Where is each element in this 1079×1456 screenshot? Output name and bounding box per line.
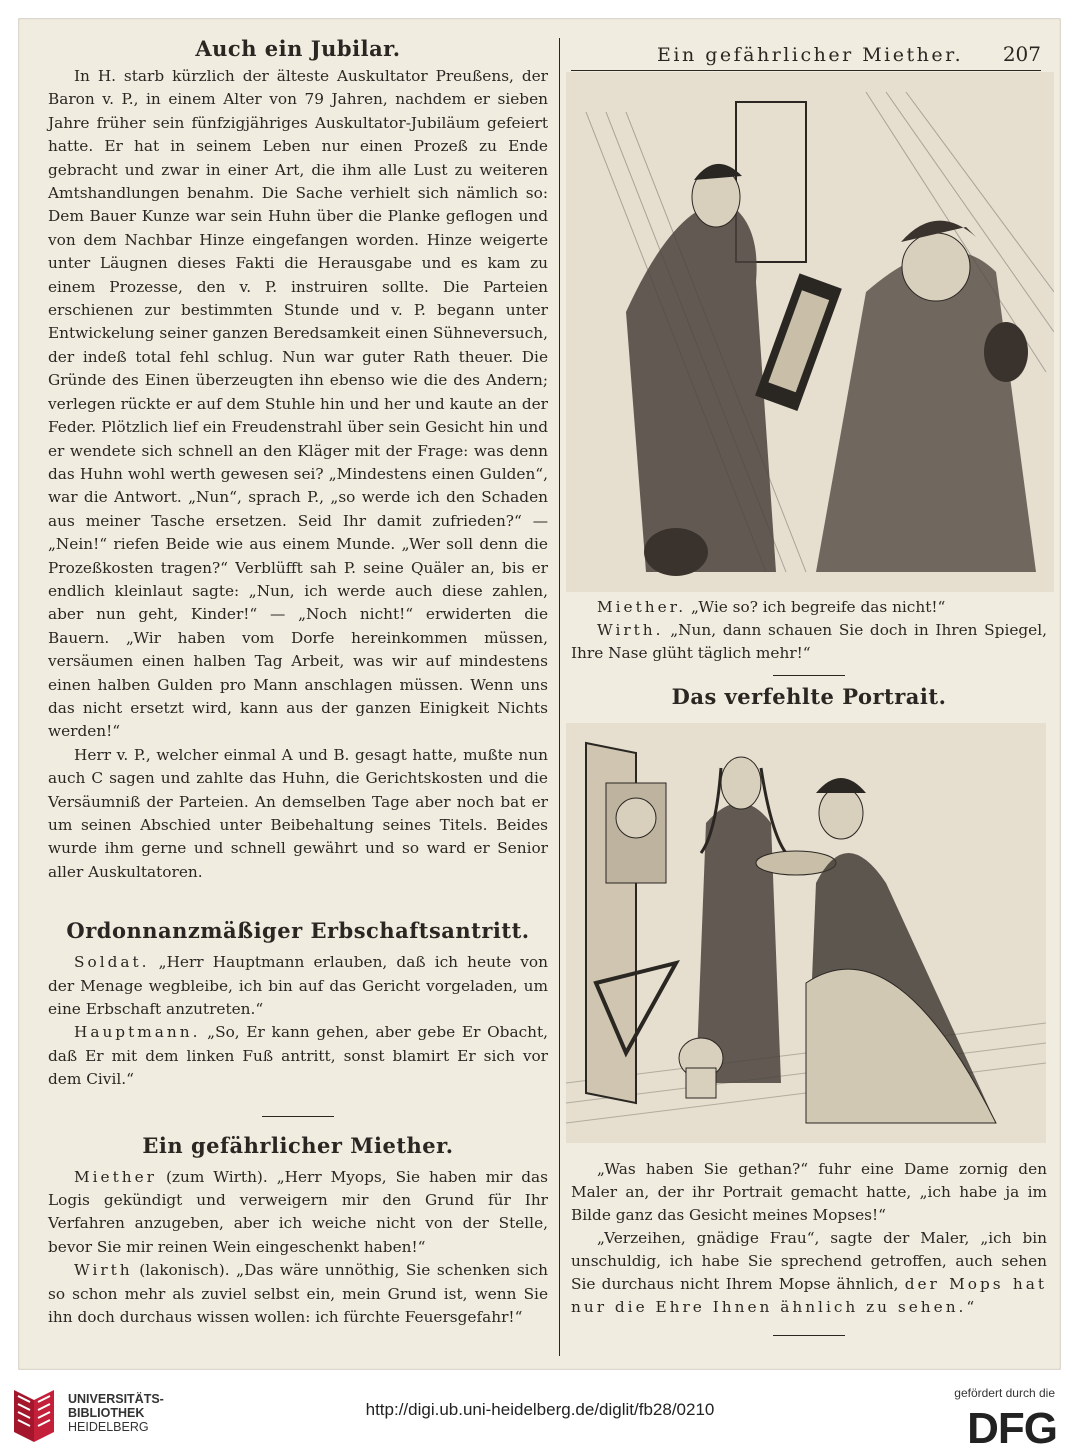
- engraving-two-men: [566, 72, 1054, 592]
- funding-label: gefördert durch die: [954, 1386, 1055, 1400]
- jubilar-paragraph-2: Herr v. P., welcher einmal A und B. gesagt hatte, mußte nun auch C sagen und zahlte das Huhn, die Gerichtskosten und die Versäumniß der Parteien. An demselben Tage aber noch bat er um seinen Abschied unter Beibehaltung seines Titels. Beides wurde ihm gerne und schnell gewährt und so ward er Senior aller Auskultatoren.: [48, 745, 548, 881]
- portrait-paragraph-2: [571, 1227, 1047, 1319]
- digitization-footer: [0, 1372, 1079, 1456]
- speaker-soldat: Soldat.: [74, 953, 150, 972]
- portrait-punchline: der Mops hat nur die Ehre Ihnen ähnlich zu sehen.“: [571, 1275, 1048, 1316]
- jubilar-paragraph-1: In H. starb kürzlich der älteste Auskultator Preußens, der Baron v. P., in einem Alter von 79 Jahren, nachdem er sieben Jahre früher sein fünfzigjähriges Auskultator-Jubiläum gefeiert hatte. Er hat in seinem Leben nur einen Prozeß zu Ende gebracht und zwar in einer Art, die ihm alle Lust zu weiteren Amtshandlungen benahm. Die Sache verhielt sich nämlich so: Dem Bauer Kunze war sein Huhn über die Planke geflogen und von dem Nachbar Hinze eingefangen worden. Hinze weigerte unter Läugnen dieses Fakti die Herausgabe und es kam zu einem Prozesse, den v. P. instruiren sollte. Die Parteien erschienen zur bestimmten Stunde und v. P. begann unter Entwickelung seiner ganzen Beredsamkeit einen Sühneversuch, der indeß total fehl schlug. Nun war guter Rath theuer. Die Gründe des Einen überzeugten ihn ebenso wie die des Andern; verlegen rückte er auf dem Stuhle hin und her und kaute an der Feder. Plötzlich lief ein Freudenstrahl über sein Gesicht hin und er wendete sich schnell an den Kläger mit der Frage: was denn das Huhn wohl werth gewesen sei? „Mindestens einen Gulden“, war die Antwort. „Nun“, sprach P., „so werde ich den Schaden aus meiner Tasche ersetzen. Seid Ihr damit zufrieden?“ — „Nein!“ riefen Beide wie aus einem Munde. „Wer soll denn die Prozeßkosten tragen?“ Verblüfft sah P. seine Quäler an, bis er endlich kleinlaut sagte: „Nun, ich werde auch diese zahlen, aber nun geht, Kinder!“ — „Noch nicht!“ erwiderten die Bauern. „Wir haben vom Dorfe hereinkommen müssen, versäumen einen halben Tag Arbeit, was wir auf mindestens einen halben Gulden pro Mann anschlagen müssen. Wenn uns das nicht ersetzt wird, kann aus der ganzen Einigkeit Nichts werden!“: [48, 67, 548, 741]
- miether-caption: [571, 596, 1047, 709]
- column-divider: [559, 38, 560, 1356]
- source-url-link[interactable]: http://digi.ub.uni-heidelberg.de/diglit/fb28/0210: [365, 1400, 715, 1419]
- library-line-3: HEIDELBERG: [68, 1420, 149, 1434]
- article-title-miether: Ein gefährlicher Miether.: [142, 1132, 454, 1158]
- running-head-title: Ein gefährlicher Miether.: [657, 44, 964, 66]
- caption-wirth-line: „Nun, dann schauen Sie doch in Ihren Spiegel, Ihre Nase glüht täglich mehr!“: [571, 621, 1047, 662]
- speaker-wirth-note: (lakonisch).: [139, 1261, 230, 1280]
- illustration-portrait: [566, 723, 1046, 1143]
- dfg-logo: DFG: [967, 1404, 1057, 1453]
- caption-speaker-miether: Miether.: [597, 598, 687, 616]
- left-column: [48, 36, 548, 1330]
- section-separator-right: [773, 675, 845, 676]
- library-line-2: BIBLIOTHEK: [68, 1406, 145, 1420]
- article-title-jubilar: Auch ein Jubilar.: [195, 36, 401, 61]
- hauptmann-line: „So, Er kann gehen, aber gebe Er Obacht, daß Er mit dem linken Fuß antritt, sonst blamirt Er sich vor dem Civil.“: [48, 1023, 548, 1089]
- caption-speaker-wirth: Wirth.: [597, 621, 664, 639]
- illustration-miether-wirth: [566, 72, 1054, 592]
- miether-line: „Herr Myops, Sie haben mir das Logis gekündigt und verweigern mir den Grund für Ihr Verfahren anzugeben, aber ich weiche nicht von der Stelle, bevor Sie mir reinen Wein eingeschenkt haben!“: [48, 1167, 548, 1256]
- caption-miether-line: „Wie so? ich begreife das nicht!“: [691, 598, 946, 616]
- miether-dialogue-1: [48, 1166, 548, 1260]
- engraving-painter-lady: [566, 723, 1046, 1143]
- portrait-paragraph-2-start: „Verzeihen, gnädige Frau“, sagte der Maler, „ich bin unschuldig, ich habe Sie sprechend getroffen, auch sehen Sie durchaus nicht Ihrem Mopse ähnlich,: [571, 1229, 1047, 1293]
- speaker-wirth: Wirth: [74, 1261, 133, 1280]
- erbschaft-dialogue-2: [48, 1021, 548, 1091]
- miether-dialogue-2: [48, 1259, 548, 1329]
- scanned-page: [18, 18, 1061, 1370]
- running-head: [571, 42, 1041, 66]
- running-head-rule: [571, 70, 1041, 71]
- university-library-name: [68, 1392, 164, 1434]
- wirth-line: „Das wäre unnöthig, Sie schenken sich so schon mehr als zuviel selbst ein, mein Grund ist, wenn Sie ihn doch durchaus wissen wollen: ich fürchte Feuersgefahr!“: [48, 1261, 548, 1327]
- speaker-hauptmann: Hauptmann.: [74, 1023, 201, 1042]
- portrait-paragraph-1: „Was haben Sie gethan?“ fuhr eine Dame zornig den Maler an, der ihr Portrait gemacht hatte, „ich habe ja im Bilde ganz das Gesicht meines Mopses!“: [571, 1160, 1047, 1224]
- portrait-text: [571, 1158, 1047, 1336]
- section-separator: [262, 1116, 334, 1117]
- caption-line-2: [571, 619, 1047, 665]
- article-title-erbschaft: Ordonnanzmäßiger Erbschaftsantritt.: [66, 918, 530, 944]
- speaker-miether-note: (zum Wirth).: [165, 1167, 268, 1186]
- erbschaft-dialogue-1: [48, 951, 548, 1021]
- university-library-logo-icon: [8, 1386, 60, 1446]
- section-separator-end: [773, 1335, 845, 1336]
- article-title-portrait: Das verfehlte Portrait.: [671, 684, 947, 709]
- library-line-1: UNIVERSITÄTS-: [68, 1392, 164, 1406]
- page-number: 207: [1002, 42, 1041, 66]
- speaker-miether: Miether: [74, 1167, 157, 1186]
- caption-line-1: [571, 596, 1047, 619]
- soldat-line: „Herr Hauptmann erlauben, daß ich heute von der Menage wegbleibe, ich bin auf das Gericht vorgeladen, um eine Erbschaft anzutreten.“: [48, 953, 548, 1019]
